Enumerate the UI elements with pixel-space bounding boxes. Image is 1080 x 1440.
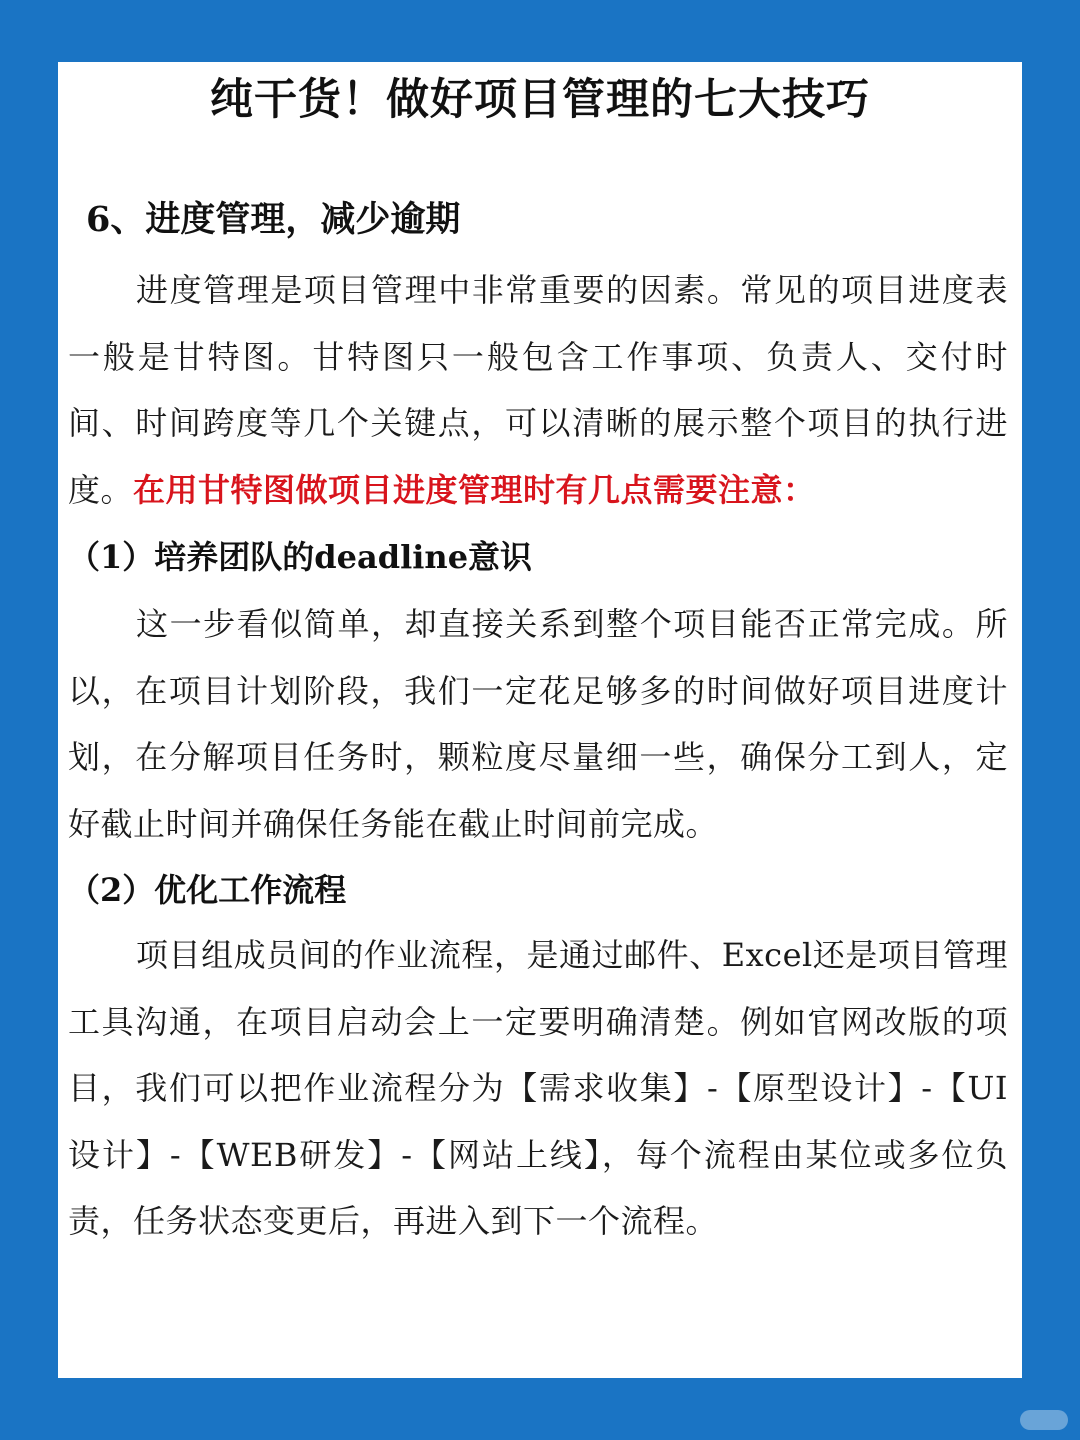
section-heading: 6、进度管理，减少逾期 [86,199,461,240]
watermark-logo [1020,1410,1068,1430]
point1-body: 这一步看似简单，却直接关系到整个项目能否正常完成。所以，在项目计划阶段，我们一定花足够多的时间做好项目进度计划，在分解项目任务时，颗粒度尽量细一些，确保分工到人，定好截止时间并确保任务能在截止时间前完成。 [68,605,1008,843]
intro-text: 进度管理是项目管理中非常重要的因素。常见的项目进度表一般是甘特图。甘特图只一般包含工作事项、负责人、交付时间、时间跨度等几个关键点，可以清晰的展示整个项目的执行进度。 [68,271,1008,509]
intro-emphasis: 在用甘特图做项目进度管理时有几点需要注意： [133,470,816,509]
point2-heading: （2）优化工作流程 [68,871,347,909]
point1-heading: （1）培养团队的deadline意识 [68,538,533,576]
page-title: 纯干货！做好项目管理的七大技巧 [210,75,870,125]
intro-paragraph [68,257,1008,523]
point2-body: 项目组成员间的作业流程，是通过邮件、Excel还是项目管理工具沟通，在项目启动会上一定要明确清楚。例如官网改版的项目，我们可以把作业流程分为【需求收集】-【原型设计】-【UI设计】-【WEB研发】-【网站上线】，每个流程由某位或多位负责，任务状态变更后，再进入到下一个流程。 [68,936,1008,1240]
